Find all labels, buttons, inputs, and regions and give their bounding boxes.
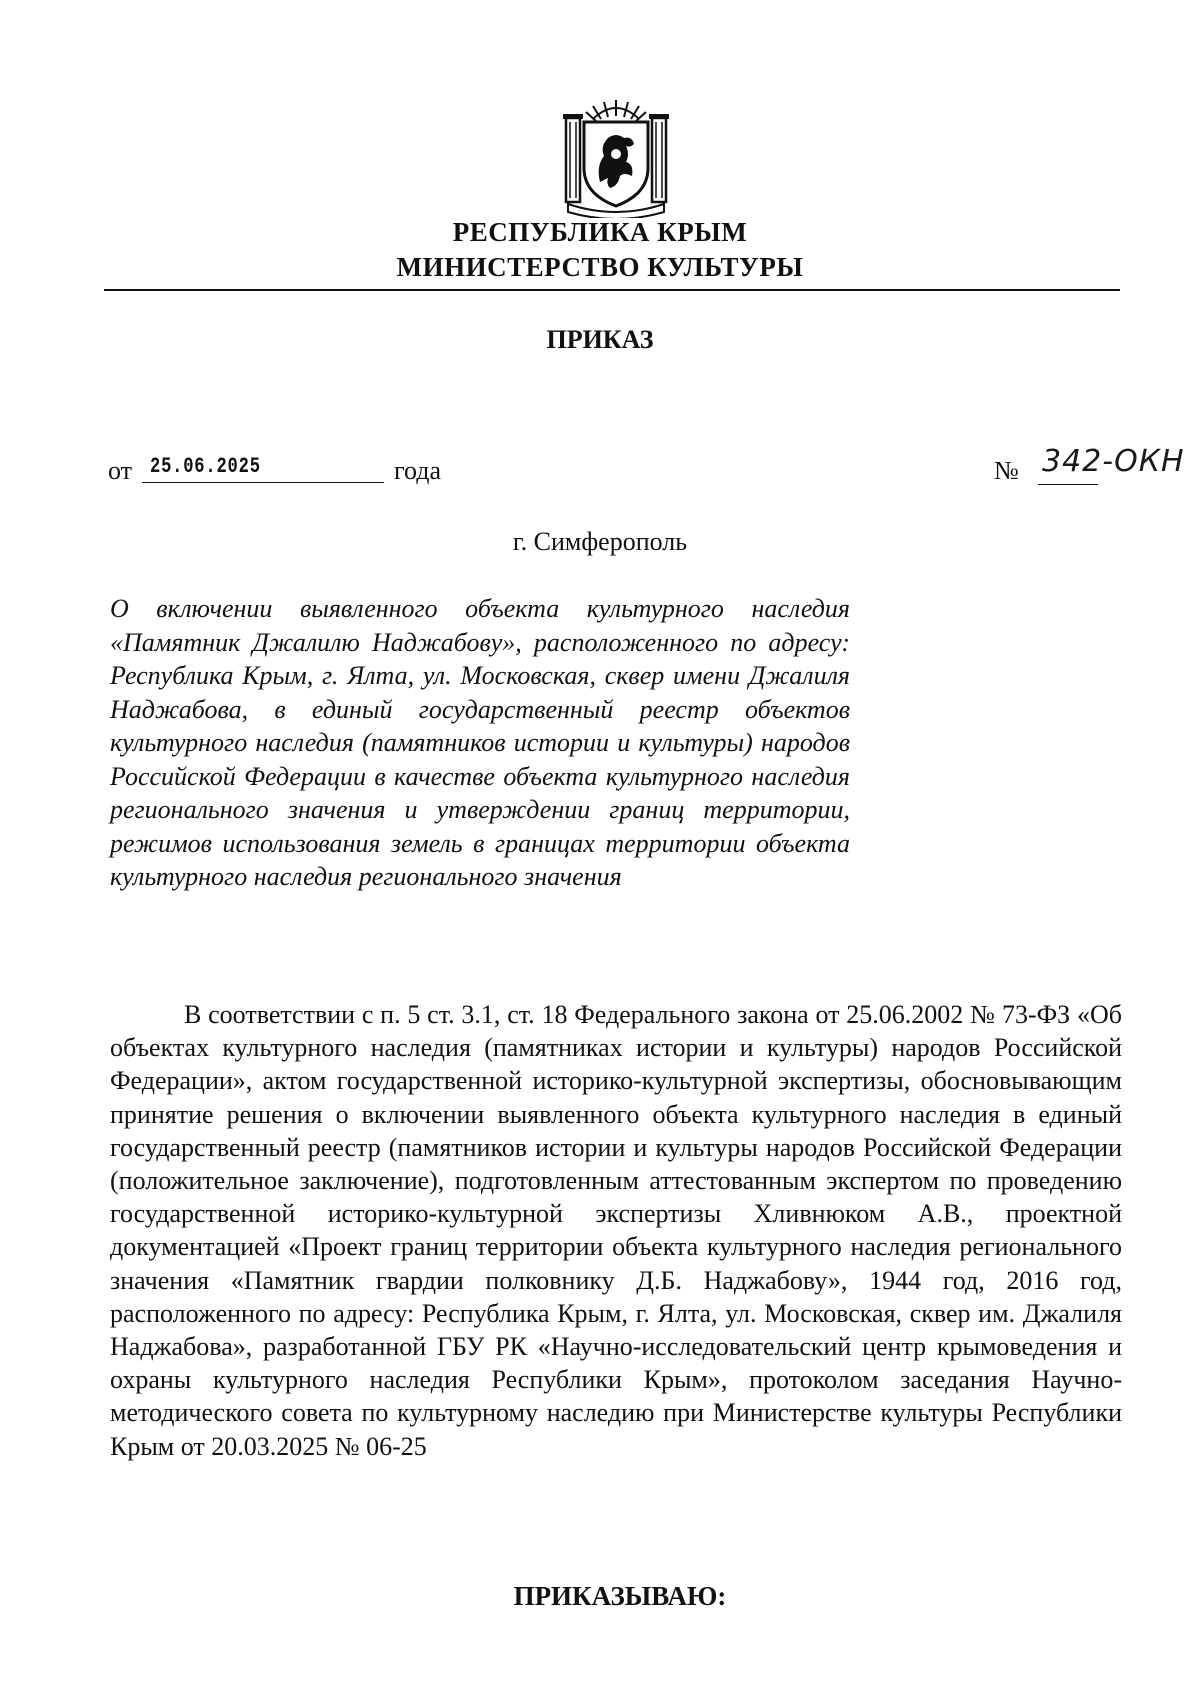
decree-heading: ПРИКАЗЫВАЮ: bbox=[513, 1581, 727, 1611]
date-suffix: года bbox=[394, 456, 442, 485]
city-line: г. Симферополь bbox=[512, 527, 688, 556]
document-type-title: ПРИКАЗ bbox=[546, 325, 654, 354]
date-prefix: от bbox=[108, 456, 133, 485]
coat-of-arms-icon bbox=[560, 96, 672, 218]
header-divider bbox=[104, 289, 1120, 291]
preamble-paragraph: В соответствии с п. 5 ст. 3.1, ст. 18 Федерального закона от 25.06.2002 № 73-ФЗ «Об объектах культурного наследия (памятниках истории и культуры) народов Российской Федерации», актом государственной историко-культурной экспертизы, обосновывающим принятие решения о включении выявленного объекта культурного наследия в единый государственный реестр (памятников истории и культуры народов Российской Федерации (положительное заключение), подготовленным аттестованным экспертом по проведению государственной историко-культурной экспертизы Хливнюком А.В., проектной документацией «Проект границ территории объекта культурного наследия регионального значения «Памятник гвардии полковнику Д.Б. Наджабову», 1944 год, 2016 год, расположенного по адресу: Республика Крым, г. Ялта, ул. Московская, сквер им. Джалиля Наджабова», разработанной ГБУ РК «Научно-исследовательский центр крымоведения и охраны культурного наследия Республики Крым», протоколом заседания Научно-методического совета по культурному наследию при Министерстве культуры Республики Крым от 20.03.2025 № 06-25 bbox=[110, 1000, 1122, 1461]
region-title: РЕСПУБЛИКА КРЫМ bbox=[452, 217, 748, 247]
order-subject: О включении выявленного объекта культурного наследия «Памятник Джалилю Наджабову», расположенного по адресу: Республика Крым, г. Ялта, ул. Московская, сквер имени Джалиля Наджабова, в единый государственный реестр объектов культурного наследия (памятников истории и культуры) народов Российской Федерации в качестве объекта культурного наследия регионального значения и утверждении границ территории, режимов использования земель в границах территории объекта культурного наследия регионального значения bbox=[110, 594, 850, 891]
order-number: 342-ОКН bbox=[1042, 444, 1185, 479]
number-sign: № bbox=[994, 456, 1019, 485]
date-stamp: 25.06.2025 bbox=[150, 454, 261, 479]
ministry-title: МИНИСТЕРСТВО КУЛЬТУРЫ bbox=[396, 252, 804, 282]
